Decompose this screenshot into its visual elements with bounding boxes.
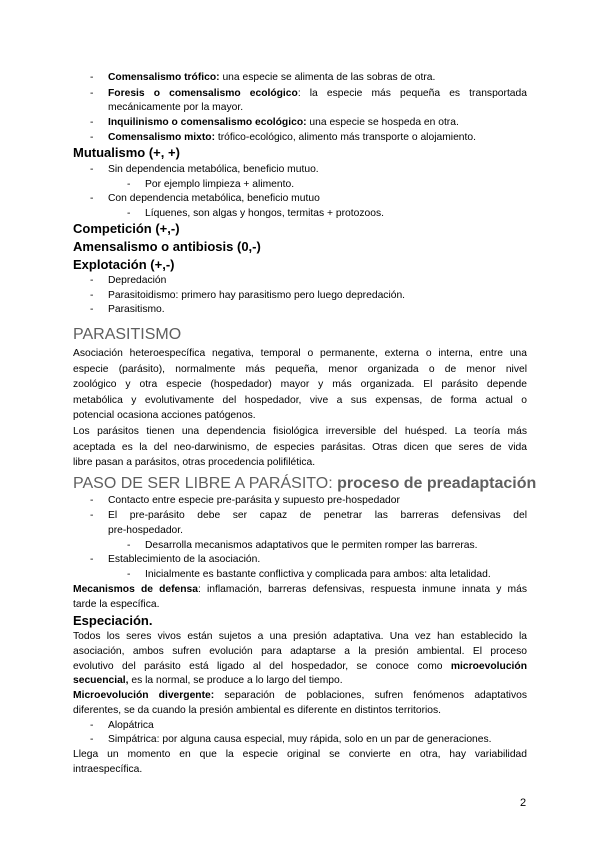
term: Foresis o comensalismo ecológico: [108, 88, 298, 99]
parasitism-paragraph-1: Asociación heteroespecífica negativa, temporal o permanente, externa o interna, entre una especie (parásito), normalmente más pequeña, menor organizada o de menor nivel zoológico y otra especie (hospedador) mayor y más organizada. El parásito depende metabólica y evolutivamente del hospedador, vive a sus expensas, de forma actual o potencial ocasiona acciones patógenos.: [73, 348, 527, 422]
amensalism-heading: Amensalismo o antibiosis (0,-): [73, 239, 261, 254]
page-number: 2: [520, 797, 527, 809]
term: Comensalismo mixto:: [108, 132, 215, 143]
term: Comensalismo trófico:: [108, 72, 220, 83]
preadaptation-title: PASO DE SER LIBRE A PARÁSITO: proceso de preadaptación: [73, 475, 537, 492]
mutualism-heading: Mutualismo (+, +): [73, 145, 180, 160]
speciation-heading: Especiación.: [73, 613, 153, 628]
exploitation-heading: Explotación (+,-): [73, 257, 175, 272]
parasitism-paragraph-2: Los parásitos tienen una dependencia fisiológica irreversible del huésped. La teoría más aceptada es la del neo-darwinismo, de especies parásitas. Otras dicen que seres de vida libre pasan a parásitos, otras procedencia polifilética.: [73, 426, 527, 469]
competition-heading: Competición (+,-): [73, 221, 180, 236]
term: Inquilinismo o comensalismo ecológico:: [108, 117, 307, 128]
document-page: - Comensalismo trófico: una especie se alimenta de las sobras de otra. - Foresis o comensalismo ecológico: la especie más pequeña es transportada mecánicamente por la mayor. - Inquilinismo o comensalismo ecológico: una especie se hospeda en otra. - Comensalismo mixto: trófico-ecológico, alimento más transporte o alojamiento. Mutualismo (+, +) - Sin dependencia metabólica, beneficio mutuo. - Por ejemplo limpieza + alimento. - Con dependencia metabólica, beneficio mutuo - Líquenes, son algas y hongos, termitas + protozoos. Competición (+,-) Amensalismo o antibiosis (0,-) Explotación (+,-) - Depredación - Parasitoidismo: primero hay parasitismo pero luego depredación. - Parasitismo. PARASITISMO Asociación heteroespecífica negativa, temporal o permanente, externa o interna, entre una especie (parásito), normalmente más pequeña, menor organizada o de menor nivel zoológico y otra especie (hospedador) mayor y más organizada. El parásito depende metabólica y evolutivamente del hospedador, vive a sus expensas, de forma actual o potencial ocasiona acciones patógenos. Los parásitos tienen una dependencia fisiológica irreversible del huésped. La teoría más aceptada es la del neo-darwinismo, de especies parásitas. Otras dicen que seres de vida libre pasan a parásitos, otras procedencia polifilética. PASO DE SER LIBRE A PARÁSITO: proceso de preadaptación - Contacto entre especie pre-parásita y supuesto pre-hospedador - El pre-parásito debe ser capaz de penetrar las barreras defensivas del pre-hospedador. - Desarrolla mecanismos adaptativos que le permiten romper las barreras. - Establecimiento de la asociación. - Inicialmente es bastante conflictiva y complicada para ambos: alta letalidad. Mecanismos de defensa: inflamación, barreras defensivas, respuesta inmune innata y más tarde la específica. Especiación. Todos los seres vivos están sujetos a una presión adaptativa. Una vez han establecido la asociación, ambos sufren evolución para adaptarse a la presión ambiental. El proceso evolutivo del parásito está ligado al del hospedador, se conoce como microevolución secuencial, es la normal, se produce a lo largo del tiempo. Microevolución divergente: separación de poblaciones, sufren fenómenos adaptativos diferentes, se da cuando la presión ambiental es diferente en distintos territorios. - Alopátrica - Simpátrica: por alguna causa especial, muy rápida, solo en un par de generaciones. Llega un momento en que la especie original se convierte en otra, hay variabilidad intraespecífica. 2: [0, 0, 600, 848]
parasitism-title: PARASITISMO: [73, 326, 182, 343]
